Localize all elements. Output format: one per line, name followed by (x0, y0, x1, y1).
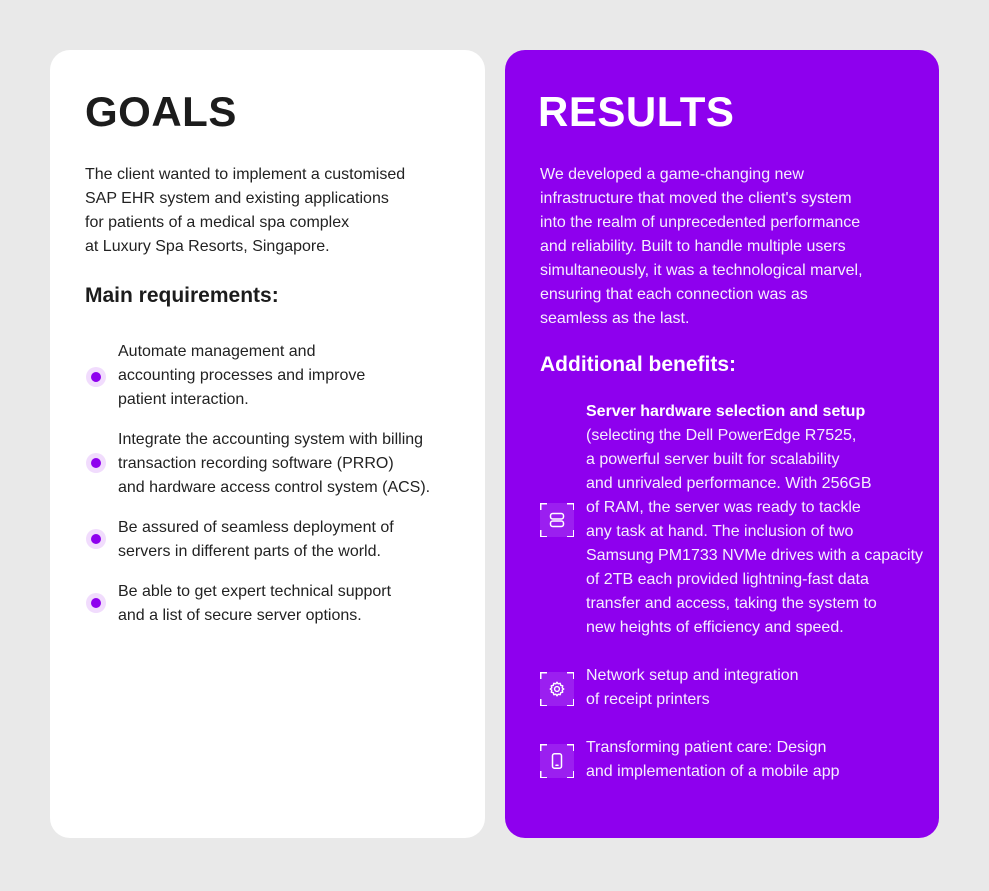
benefit-text: Transforming patient care: Design and implementation of a mobile app (586, 739, 840, 780)
benefit-text: Network setup and integration of receipt printers (586, 667, 799, 708)
bullet-dot-icon (86, 593, 106, 613)
server-icon (540, 503, 574, 537)
results-title: RESULTS (538, 88, 735, 135)
goals-title: GOALS (85, 88, 237, 135)
requirement-text: Be assured of seamless deployment of servers in different parts of the world. (118, 519, 394, 560)
results-card (505, 50, 939, 838)
requirements-title: Main requirements: (85, 284, 279, 307)
requirement-text: Be able to get expert technical support and a list of secure server options. (118, 583, 392, 624)
gear-icon (540, 672, 574, 706)
bullet-dot-icon (86, 453, 106, 473)
requirement-text: Automate management and accounting processes and improve patient interaction. (118, 343, 366, 408)
bullet-dot-icon (86, 529, 106, 549)
benefit-bold-text: Server hardware selection and setup (586, 403, 866, 420)
results-intro: We developed a game-changing new infrastructure that moved the client's system into the realm of unprecedented performance and reliability. Built to handle multiple users simultaneously, it was a technological marvel, ensuring that each connection was as seamless as the last. (540, 166, 863, 327)
benefit-text (586, 400, 923, 640)
benefits-title: Additional benefits: (540, 353, 736, 376)
mobile-phone-icon (540, 744, 574, 778)
goals-card (50, 50, 485, 838)
requirement-text: Integrate the accounting system with billing transaction recording software (PRRO) and hardware access control system (ACS). (118, 431, 431, 496)
benefit-body-text: (selecting the Dell PowerEdge R7525, a powerful server built for scalability and unrivaled performance. With 256GB of RAM, the server was ready to tackle any task at hand. The inclusion of two Samsung PM1733 NVMe drives with a capacity of 2TB each provided lightning-fast data transfer and access, taking the system to new heights of efficiency and speed. (586, 427, 924, 636)
bullet-dot-icon (86, 367, 106, 387)
goals-intro: The client wanted to implement a customised SAP EHR system and existing applications for patients of a medical spa complex at Luxury Spa Resorts, Singapore. (85, 166, 406, 255)
